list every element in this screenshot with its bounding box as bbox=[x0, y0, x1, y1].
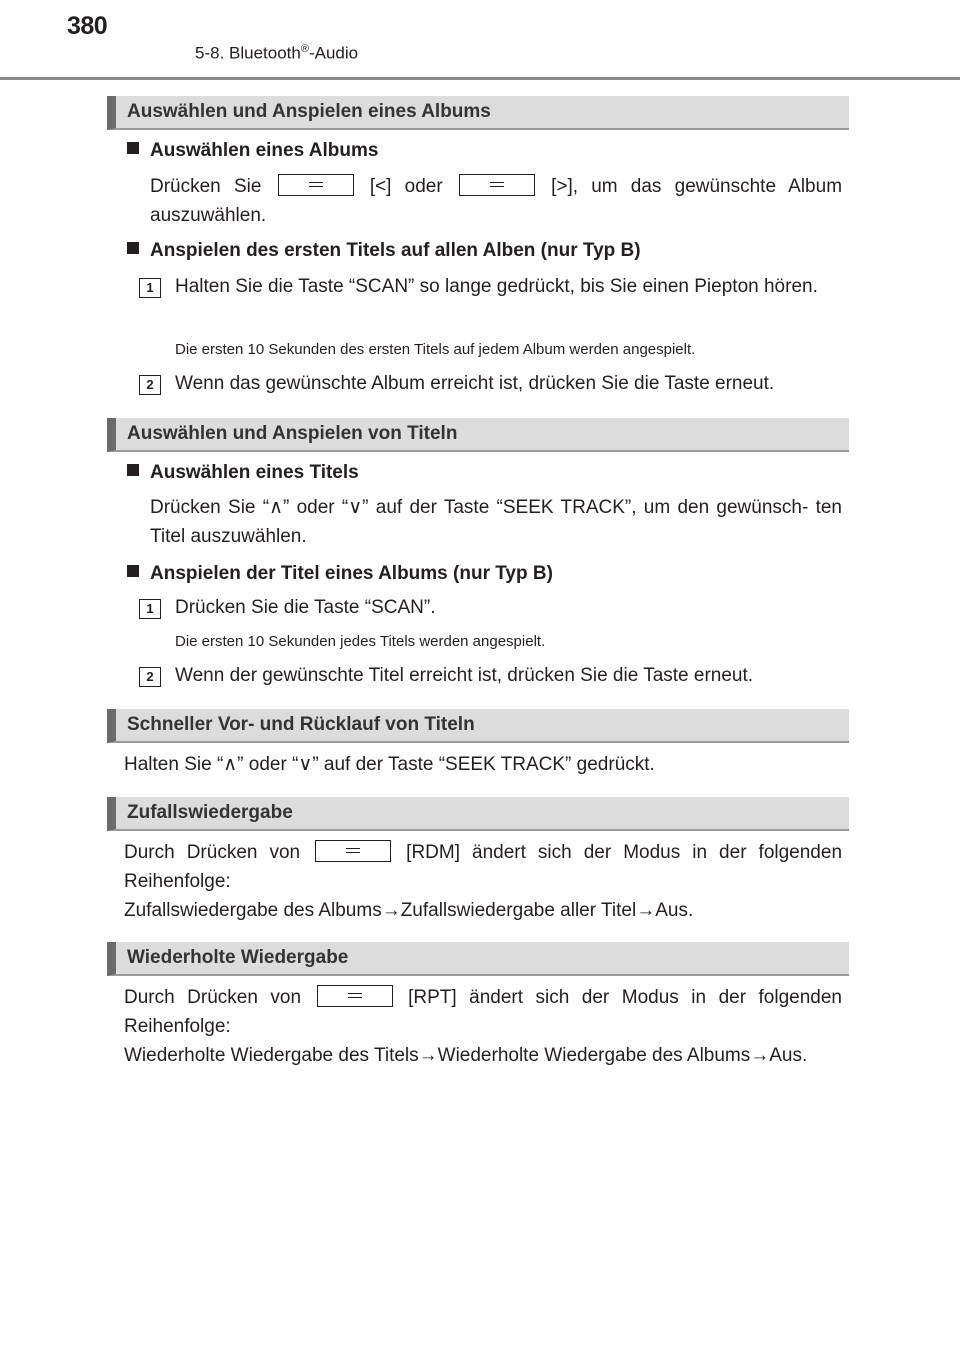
subheading-scan-albums: Anspielen des ersten Titels auf allen Alben (nur Typ B) bbox=[127, 240, 641, 262]
step-number: 1 bbox=[139, 278, 161, 298]
steering-button-icon bbox=[317, 985, 393, 1007]
subheading-select-album: Auswählen eines Albums bbox=[127, 140, 378, 162]
step-text: Halten Sie die Taste “SCAN” so lange gedrückt, bis Sie einen Piepton hören. bbox=[175, 276, 818, 297]
page-number: 380 bbox=[67, 12, 108, 40]
section-title-repeat: Wiederholte Wiedergabe bbox=[107, 942, 849, 976]
steering-button-icon bbox=[459, 174, 535, 196]
step-note: Die ersten 10 Sekunden jedes Titels werden angespielt. bbox=[175, 633, 546, 650]
step-text: Wenn das gewünschte Album erreicht ist, drücken Sie die Taste erneut. bbox=[175, 373, 775, 394]
bullet-square-icon bbox=[127, 142, 139, 154]
section-title-tracks: Auswählen und Anspielen von Titeln bbox=[107, 418, 849, 452]
step-text: Drücken Sie die Taste “SCAN”. bbox=[175, 597, 436, 618]
chapter-title: 5-8. Bluetooth®-Audio bbox=[195, 43, 359, 63]
bullet-square-icon bbox=[127, 464, 139, 476]
section-title-fast-forward: Schneller Vor- und Rücklauf von Titeln bbox=[107, 709, 849, 743]
bullet-square-icon bbox=[127, 242, 139, 254]
paragraph-random: Durch Drücken von [RDM] ändert sich der Modus in der folgenden Reihenfolge: bbox=[124, 842, 843, 892]
section-title-random: Zufallswiedergabe bbox=[107, 797, 849, 831]
paragraph-select-track: Drücken Sie “∧” oder “∨” auf der Taste “SEEK TRACK”, um den gewünsch- ten Titel auszuwählen. bbox=[150, 497, 842, 547]
step-number: 2 bbox=[139, 375, 161, 395]
subheading-scan-tracks: Anspielen der Titel eines Albums (nur Typ B) bbox=[127, 563, 553, 585]
header-rule bbox=[0, 77, 960, 80]
random-sequence: Zufallswiedergabe des Albums→Zufallswiedergabe aller Titel→Aus. bbox=[124, 900, 694, 921]
subheading-select-track: Auswählen eines Titels bbox=[127, 462, 359, 484]
paragraph-repeat: Durch Drücken von [RPT] ändert sich der Modus in der folgenden Reihenfolge: bbox=[124, 987, 842, 1037]
repeat-sequence: Wiederholte Wiedergabe des Titels→Wiederholte Wiedergabe des Albums→Aus. bbox=[124, 1045, 808, 1066]
paragraph-select-album: Drücken Sie [<] oder [>], um das gewünschte Album auszuwählen. bbox=[150, 176, 843, 226]
steering-button-icon bbox=[278, 174, 354, 196]
step-number: 1 bbox=[139, 599, 161, 619]
step-note: Die ersten 10 Sekunden des ersten Titels auf jedem Album werden angespielt. bbox=[175, 341, 696, 358]
step-text: Wenn der gewünschte Titel erreicht ist, drücken Sie die Taste erneut. bbox=[175, 665, 754, 686]
bullet-square-icon bbox=[127, 565, 139, 577]
section-title-album: Auswählen und Anspielen eines Albums bbox=[107, 96, 849, 130]
paragraph-fast-forward: Halten Sie “∧” oder “∨” auf der Taste “SEEK TRACK” gedrückt. bbox=[124, 754, 655, 775]
step-number: 2 bbox=[139, 667, 161, 687]
steering-button-icon bbox=[315, 840, 391, 862]
